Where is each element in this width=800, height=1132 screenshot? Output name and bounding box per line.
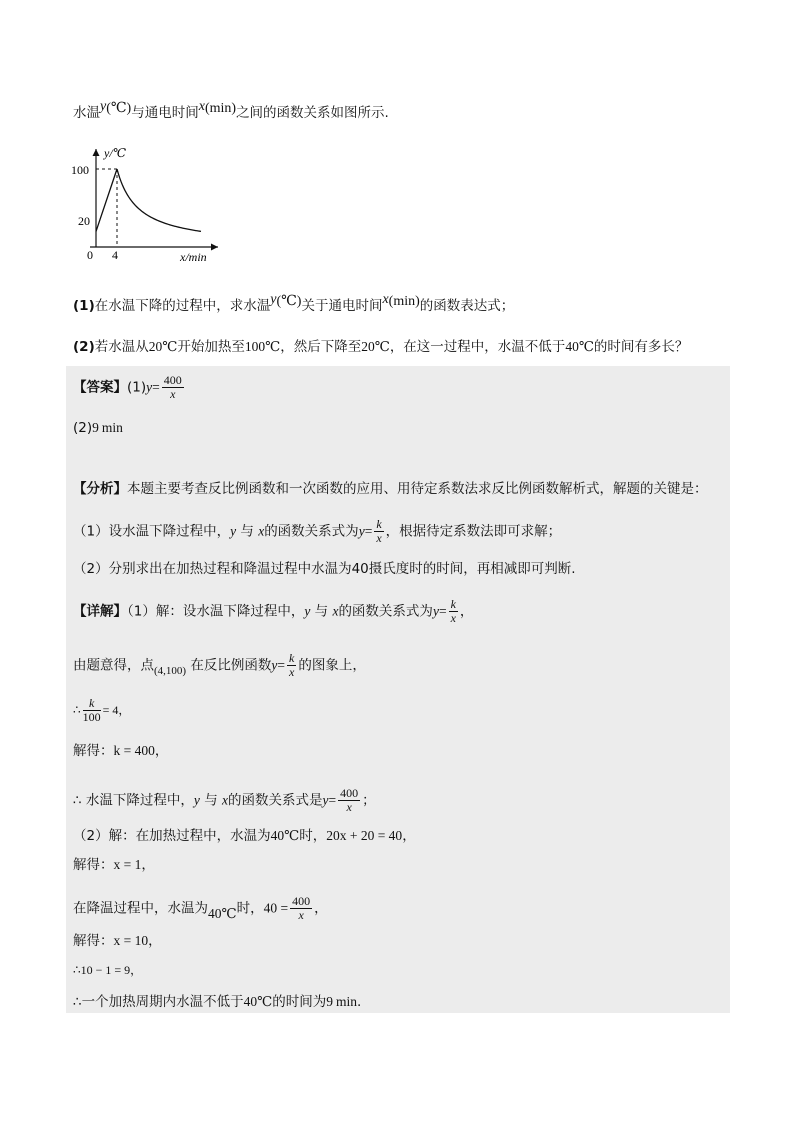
detail-line-6	[73, 826, 416, 846]
q1-text: 的函数表达式；	[419, 298, 515, 314]
var-x: x	[198, 99, 205, 114]
detail-text: （2）解：在加热过程中，水温为	[73, 828, 271, 844]
fraction	[449, 598, 458, 625]
cooling-curve	[117, 169, 201, 231]
unit-celsius: (℃)	[276, 294, 302, 309]
var-y: y	[193, 792, 200, 808]
detail-text: 时，	[236, 900, 264, 917]
question-1	[73, 292, 515, 319]
intro-text: 水温	[73, 105, 100, 121]
equals-sign: =	[438, 603, 447, 619]
answer-line-1	[73, 374, 186, 401]
punct: ，	[141, 857, 155, 873]
analysis-text: ，根据待定系数法即可求解；	[385, 523, 562, 540]
x-axis-label: x/min	[180, 250, 207, 264]
var-y: y	[432, 603, 439, 619]
heating-segment	[96, 169, 117, 231]
analysis-text: 与	[240, 523, 254, 540]
denominator: x	[450, 611, 456, 625]
var-y: y	[358, 523, 365, 539]
denominator: x	[170, 387, 176, 401]
detail-line-10	[73, 960, 142, 980]
detail-line-1	[73, 598, 473, 625]
question-number: (2)	[73, 339, 95, 355]
equals-sign: =	[277, 657, 285, 673]
equals-sign: =	[364, 523, 373, 539]
equation: k = 400	[113, 743, 155, 758]
answer-unit: min	[101, 420, 123, 435]
detail-line-4	[73, 741, 168, 761]
var-x: x	[258, 523, 265, 539]
var-y: y	[100, 99, 107, 114]
detail-text: （1）解：设水温下降过程中，	[127, 603, 305, 620]
answer-value: 9	[92, 420, 99, 435]
equation: = 4	[102, 703, 119, 717]
detail-line-3	[73, 697, 130, 724]
q2-text: 若水温从	[94, 339, 149, 355]
equation: x = 10	[113, 933, 149, 948]
detail-line-9	[73, 931, 162, 951]
answer-unit: min	[335, 994, 357, 1009]
detail-text: 在降温过程中，水温为	[73, 900, 208, 917]
analysis-label: 【分析】	[73, 481, 127, 497]
detail-text: 的函数关系式为	[338, 603, 433, 620]
punct: ，	[402, 828, 416, 844]
detail-text: 与	[314, 603, 329, 620]
detail-text: 时，	[299, 828, 327, 844]
q2-text: ，然后下降至	[280, 339, 362, 355]
therefore-sign: ∴	[73, 703, 81, 717]
var-y: y	[146, 379, 153, 395]
value-40c: 40℃	[270, 828, 300, 843]
answer-value: 9	[326, 994, 333, 1009]
var-y: y	[270, 292, 277, 307]
value-40c: 40℃	[208, 905, 237, 921]
punct: ；	[362, 792, 376, 809]
detail-text: 的图象上，	[298, 657, 366, 674]
var-y: y	[304, 603, 311, 619]
var-y: y	[230, 523, 237, 539]
part-number: (1)	[127, 379, 147, 396]
detail-text: 与	[204, 792, 218, 809]
detail-text: 解得：	[73, 933, 114, 949]
detail-line-5	[73, 787, 376, 814]
var-y: y	[271, 657, 278, 673]
var-y: y	[322, 792, 329, 808]
detail-text: ∴ 水温下降过程中，	[73, 792, 194, 809]
answer-line-2	[73, 418, 123, 438]
question-number: (1)	[73, 298, 95, 314]
equation: ∴10 − 1 = 9	[73, 963, 131, 977]
numerator: k	[376, 517, 382, 531]
detail-text: 解得：	[73, 857, 114, 873]
intro-text: 与通电时间	[131, 105, 199, 121]
detail-text: ，	[459, 603, 474, 620]
var-x: x	[332, 603, 339, 619]
unit-min: (min)	[388, 294, 420, 309]
detail-text: 的函数关系式是	[227, 792, 323, 809]
detail-label: 【详解】	[73, 603, 127, 620]
tick-4: 4	[112, 248, 118, 262]
denominator: x	[346, 800, 352, 814]
detail-line-7	[73, 855, 155, 875]
analysis-point-2	[73, 559, 576, 579]
analysis-text: 的函数关系式为	[264, 523, 359, 540]
fraction	[287, 652, 296, 679]
analysis-point-1	[73, 518, 561, 545]
fraction	[162, 374, 184, 401]
fraction	[338, 787, 360, 814]
intro-line	[73, 99, 389, 126]
q2-text: 的时间有多长？	[593, 339, 689, 355]
detail-line-2	[73, 652, 366, 679]
punct: ，	[314, 900, 328, 917]
numerator: 400	[292, 894, 311, 908]
detail-text: 由题意得，点	[73, 657, 154, 674]
unit-celsius: (℃)	[106, 101, 132, 116]
answer-label: 【答案】	[73, 379, 127, 396]
equation: 20x + 20 = 40	[326, 828, 403, 843]
tick-100: 100	[71, 163, 89, 177]
value-40c: 40℃	[565, 339, 594, 354]
numerator: 400	[163, 373, 182, 387]
part-number: (2)	[73, 420, 93, 436]
y-axis-label: y/℃	[104, 146, 127, 160]
tick-20: 20	[78, 214, 90, 228]
fraction	[374, 518, 383, 545]
value-20c: 20℃	[361, 339, 390, 354]
numerator: 400	[340, 786, 359, 800]
detail-line-11	[73, 992, 361, 1012]
punct: .	[356, 994, 362, 1010]
equation: 40 =	[263, 900, 289, 916]
detail-text: 解得：	[73, 743, 114, 759]
analysis-text: （1）设水温下降过程中，	[73, 523, 231, 540]
question-2	[73, 337, 688, 357]
equation: x = 1	[113, 857, 142, 872]
q1-text: 在水温下降的过程中，求水温	[94, 298, 271, 314]
numerator: k	[450, 597, 456, 611]
punct: ，	[148, 933, 162, 949]
var-x: x	[382, 292, 389, 307]
value-40c: 40℃	[243, 994, 273, 1009]
value-100c: 100℃	[244, 339, 281, 354]
value-20c: 20℃	[148, 339, 178, 354]
fraction	[83, 697, 101, 724]
var-x: x	[221, 792, 228, 808]
detail-text: ∴一个加热周期内水温不低于	[73, 994, 244, 1010]
q1-text: 关于通电时间	[301, 298, 383, 314]
punct: ，	[130, 963, 143, 977]
analysis-text: （2）分别求出在加热过程和降温过程中水温为40摄氏度时的时间，再相减即可判断.	[73, 561, 576, 577]
fraction	[290, 895, 312, 922]
detail-line-8	[73, 895, 328, 922]
q2-text: ，在这一过程中，水温不低于	[389, 339, 566, 355]
denominator: 100	[82, 710, 101, 724]
numerator: k	[83, 697, 101, 711]
equals-sign: =	[328, 792, 337, 808]
punct: ，	[118, 703, 131, 717]
detail-text: 在反比例函数	[190, 657, 272, 674]
denominator: x	[298, 908, 304, 922]
q2-text: 开始加热至	[177, 339, 245, 355]
analysis-text: 本题主要考查反比例函数和一次函数的应用、用待定系数法求反比例函数解析式，解题的关键是：	[127, 481, 708, 497]
origin-label: 0	[87, 248, 93, 262]
intro-text: 之间的函数关系如图所示.	[236, 105, 389, 121]
function-graph	[68, 143, 228, 268]
unit-min: (min)	[204, 101, 237, 116]
analysis-line	[73, 479, 708, 499]
punct: ，	[154, 743, 169, 759]
detail-text: 的时间为	[272, 994, 327, 1010]
denominator: x	[376, 531, 382, 545]
numerator: k	[289, 651, 295, 665]
point-coord: (4,100)	[154, 664, 187, 677]
equals-sign: =	[152, 379, 160, 395]
denominator: x	[289, 665, 295, 679]
